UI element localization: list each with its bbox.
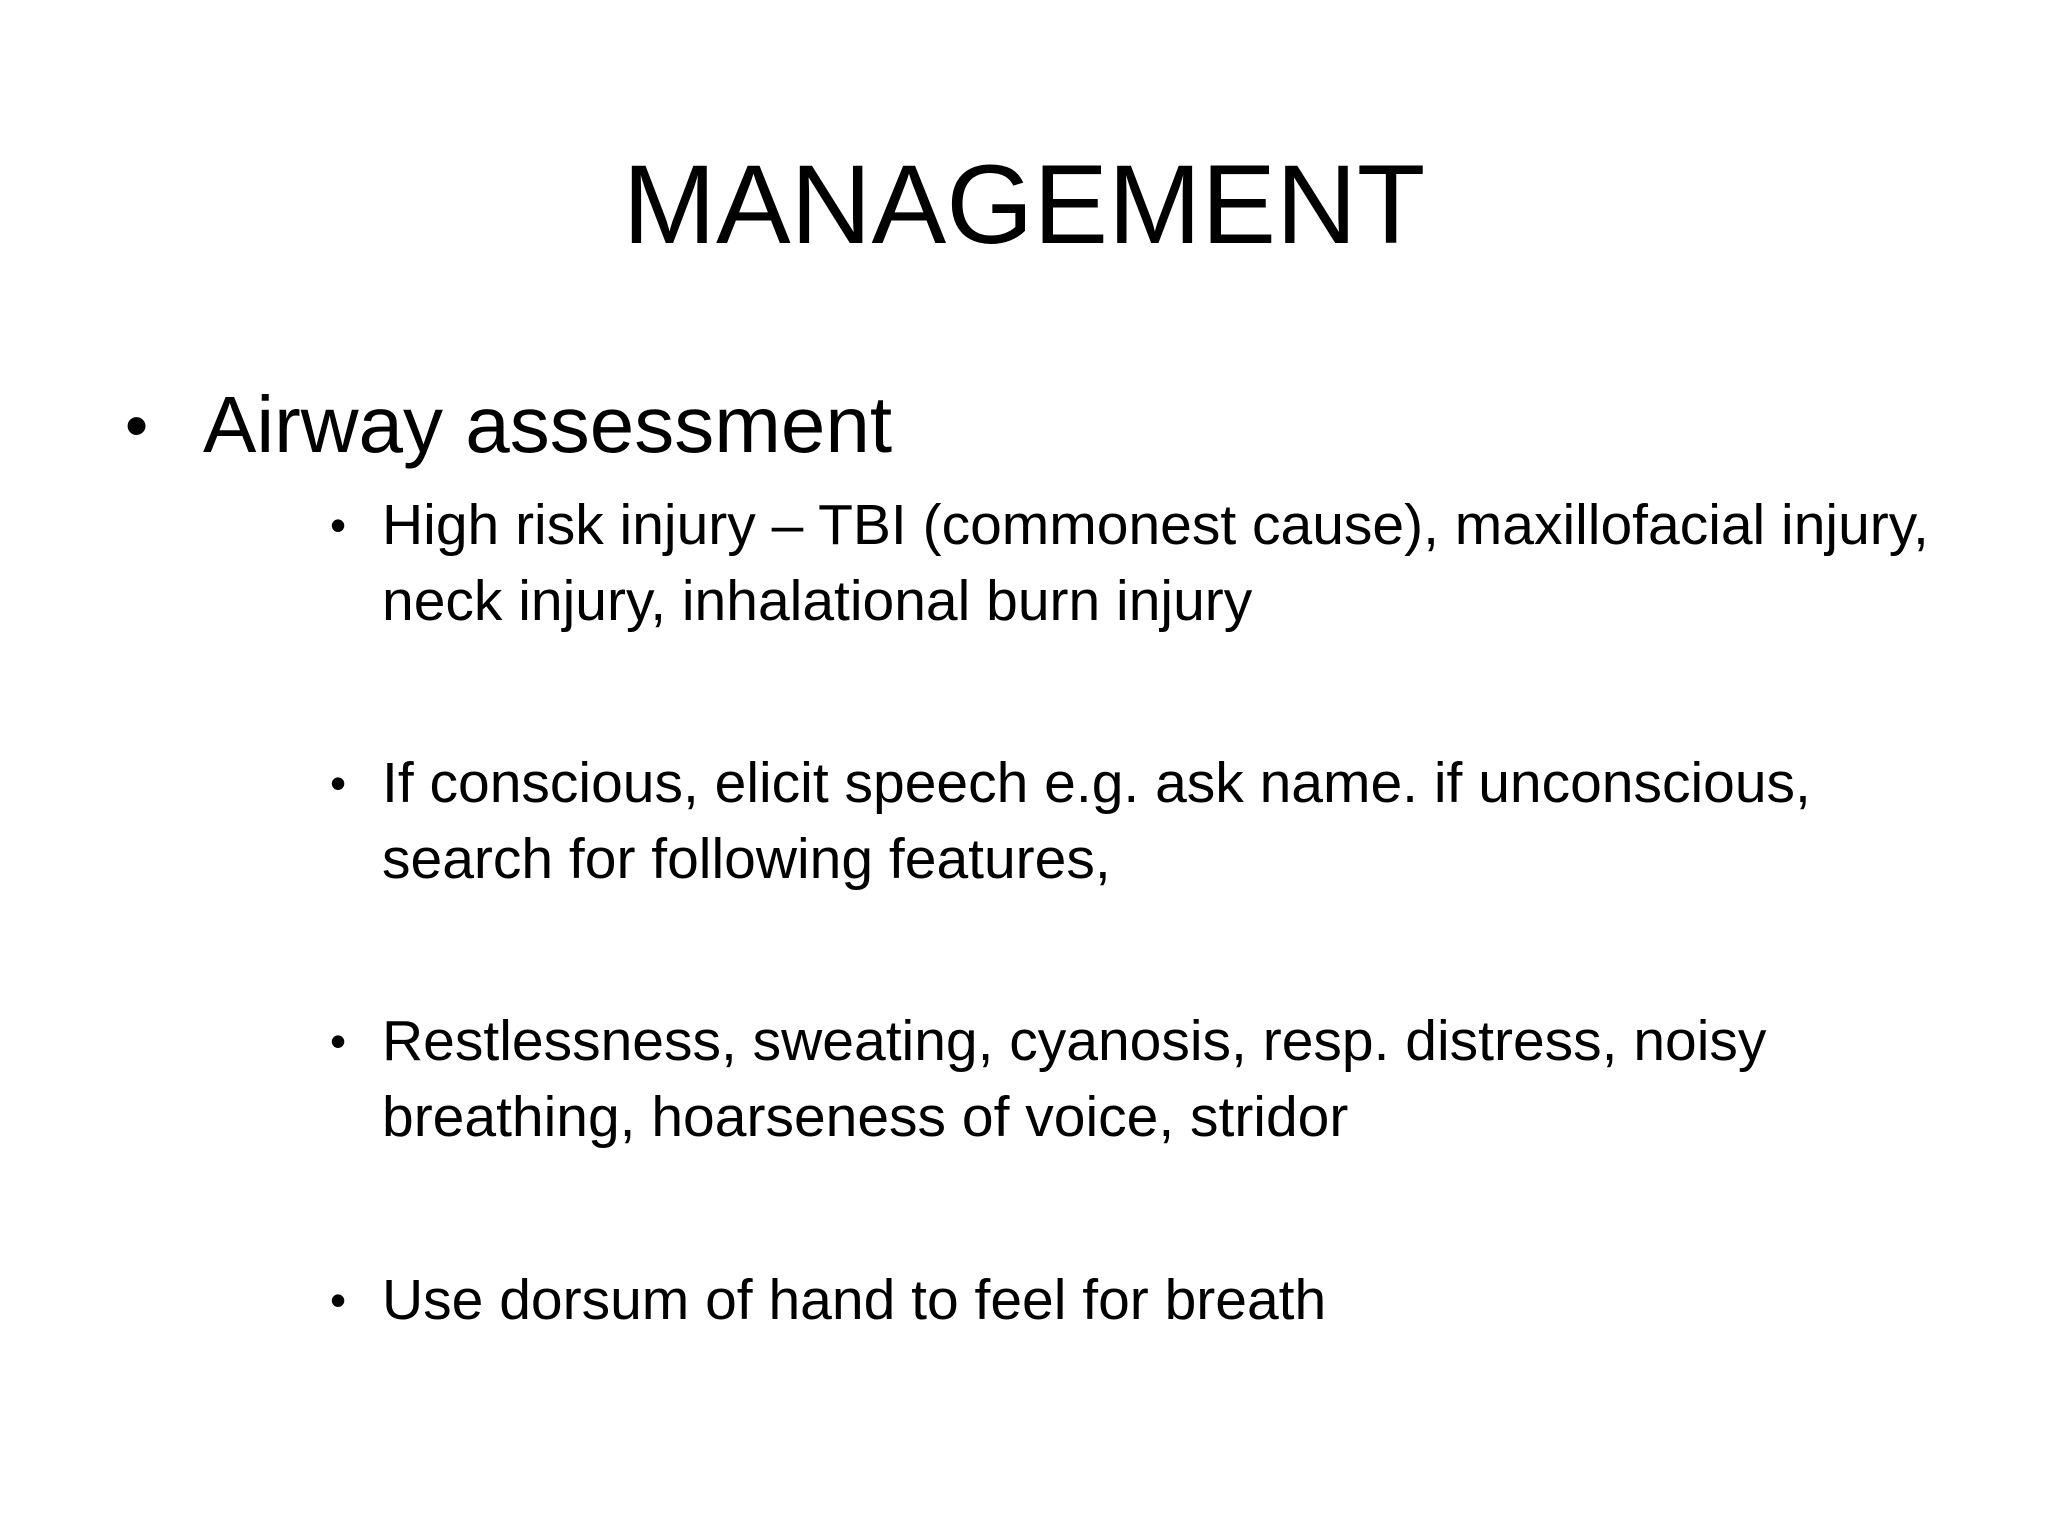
slide-title: MANAGEMENT [622,142,1426,267]
sub-bullet-item [330,1262,1970,1338]
bullet-icon: • [330,1274,347,1326]
main-bullet-item [125,375,1975,475]
sub-bullet-text: Use dorsum of hand to feel for breath [382,1268,1327,1332]
bullet-icon: • [330,757,347,809]
sub-bullet-item [330,745,1970,897]
bullet-icon: • [330,1015,347,1067]
main-bullet-text: Airway assessment [203,380,893,469]
sub-bullet-text: If conscious, elicit speech e.g. ask name. if unconscious, search for following features, [382,751,1811,891]
bullet-icon: • [330,499,347,551]
bullet-icon: • [125,388,149,462]
sub-bullet-text: Restlessness, sweating, cyanosis, resp. distress, noisy breathing, hoarseness of voice, stridor [382,1009,1767,1149]
sub-bullet-item [330,487,1970,639]
sub-bullet-item [330,1003,1970,1155]
sub-bullet-text: High risk injury – TBI (commonest cause), maxillofacial injury, neck injury, inhalational burn injury [382,493,1929,633]
